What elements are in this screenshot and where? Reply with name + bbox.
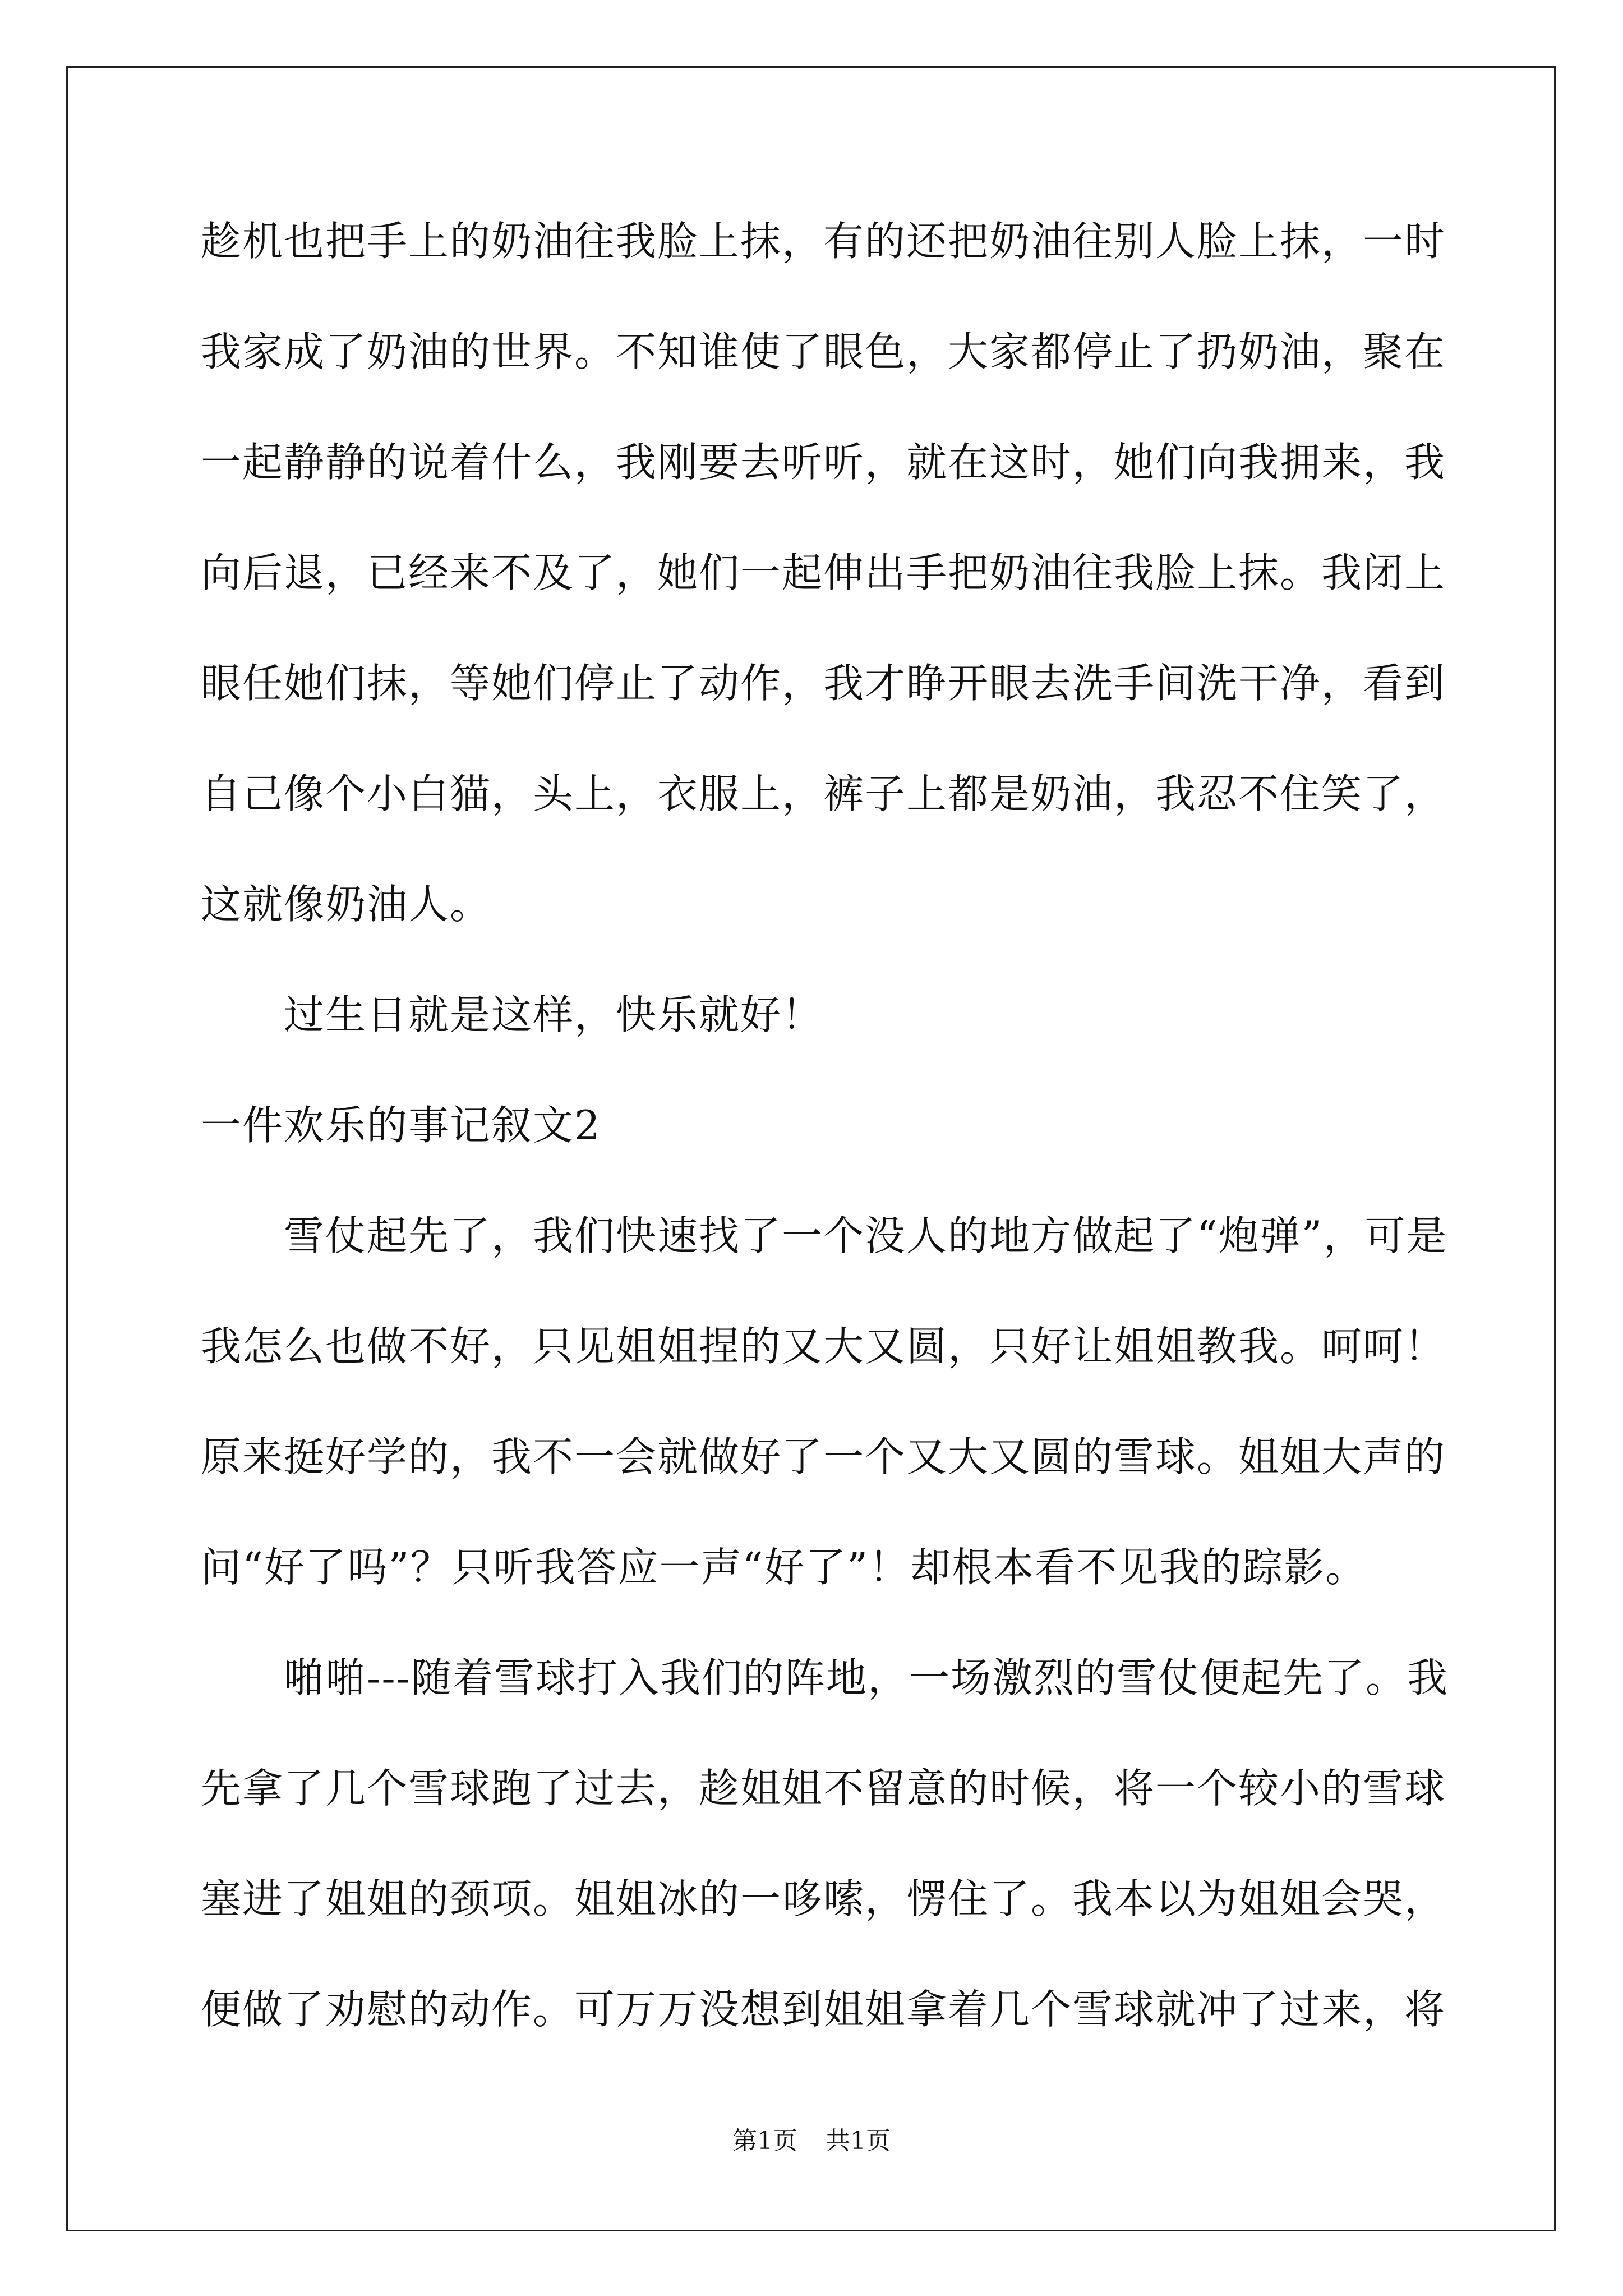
body-line: 啪啪---随着雪球打入我们的阵地，一场激烈的雪仗便起先了。我 — [284, 1654, 1449, 1701]
body-line: 先拿了几个雪球跑了过去，趁姐姐不留意的时候，将一个较小的雪球 — [201, 1765, 1446, 1812]
section-heading: 一件欢乐的事记叙文2 — [201, 1102, 601, 1149]
page-footer — [0, 2120, 1623, 2156]
body-line: 塞进了姐姐的颈项。姐姐冰的一哆嗦，愣住了。我本以为姐姐会哭， — [201, 1875, 1446, 1922]
body-line: 一起静静的说着什么，我刚要去听听，就在这时，她们向我拥来，我 — [201, 439, 1446, 486]
body-line: 这就像奶油人。 — [201, 881, 492, 928]
body-line: 雪仗起先了，我们快速找了一个没人的地方做起了“炮弹”，可是 — [284, 1212, 1448, 1259]
body-line: 问“好了吗”？只听我答应一声“好了”！却根本看不见我的踪影。 — [201, 1544, 1367, 1591]
body-line: 便做了劝慰的动作。可万万没想到姐姐拿着几个雪球就冲了过来，将 — [201, 1986, 1446, 2033]
document-body — [201, 202, 1449, 2081]
body-line: 我家成了奶油的世界。不知谁使了眼色，大家都停止了扔奶油，聚在 — [201, 328, 1446, 375]
body-line: 趁机也把手上的奶油往我脸上抹，有的还把奶油往别人脸上抹，一时 — [201, 218, 1446, 265]
body-line: 过生日就是这样，快乐就好！ — [284, 991, 824, 1038]
body-line: 自己像个小白猫，头上，衣服上，裤子上都是奶油，我忍不住笑了， — [201, 770, 1446, 817]
page-number: 第1页 — [732, 2127, 797, 2155]
body-line: 眼任她们抹，等她们停止了动作，我才睁开眼去洗手间洗干净，看到 — [201, 660, 1446, 707]
body-line: 原来挺好学的，我不一会就做好了一个又大又圆的雪球。姐姐大声的 — [201, 1433, 1446, 1480]
body-line: 向后退，已经来不及了，她们一起伸出手把奶油往我脸上抹。我闭上 — [201, 549, 1446, 596]
body-line: 我怎么也做不好，只见姐姐捏的又大又圆，只好让姐姐教我。呵呵！ — [201, 1323, 1446, 1370]
page-total: 共1页 — [826, 2127, 891, 2155]
